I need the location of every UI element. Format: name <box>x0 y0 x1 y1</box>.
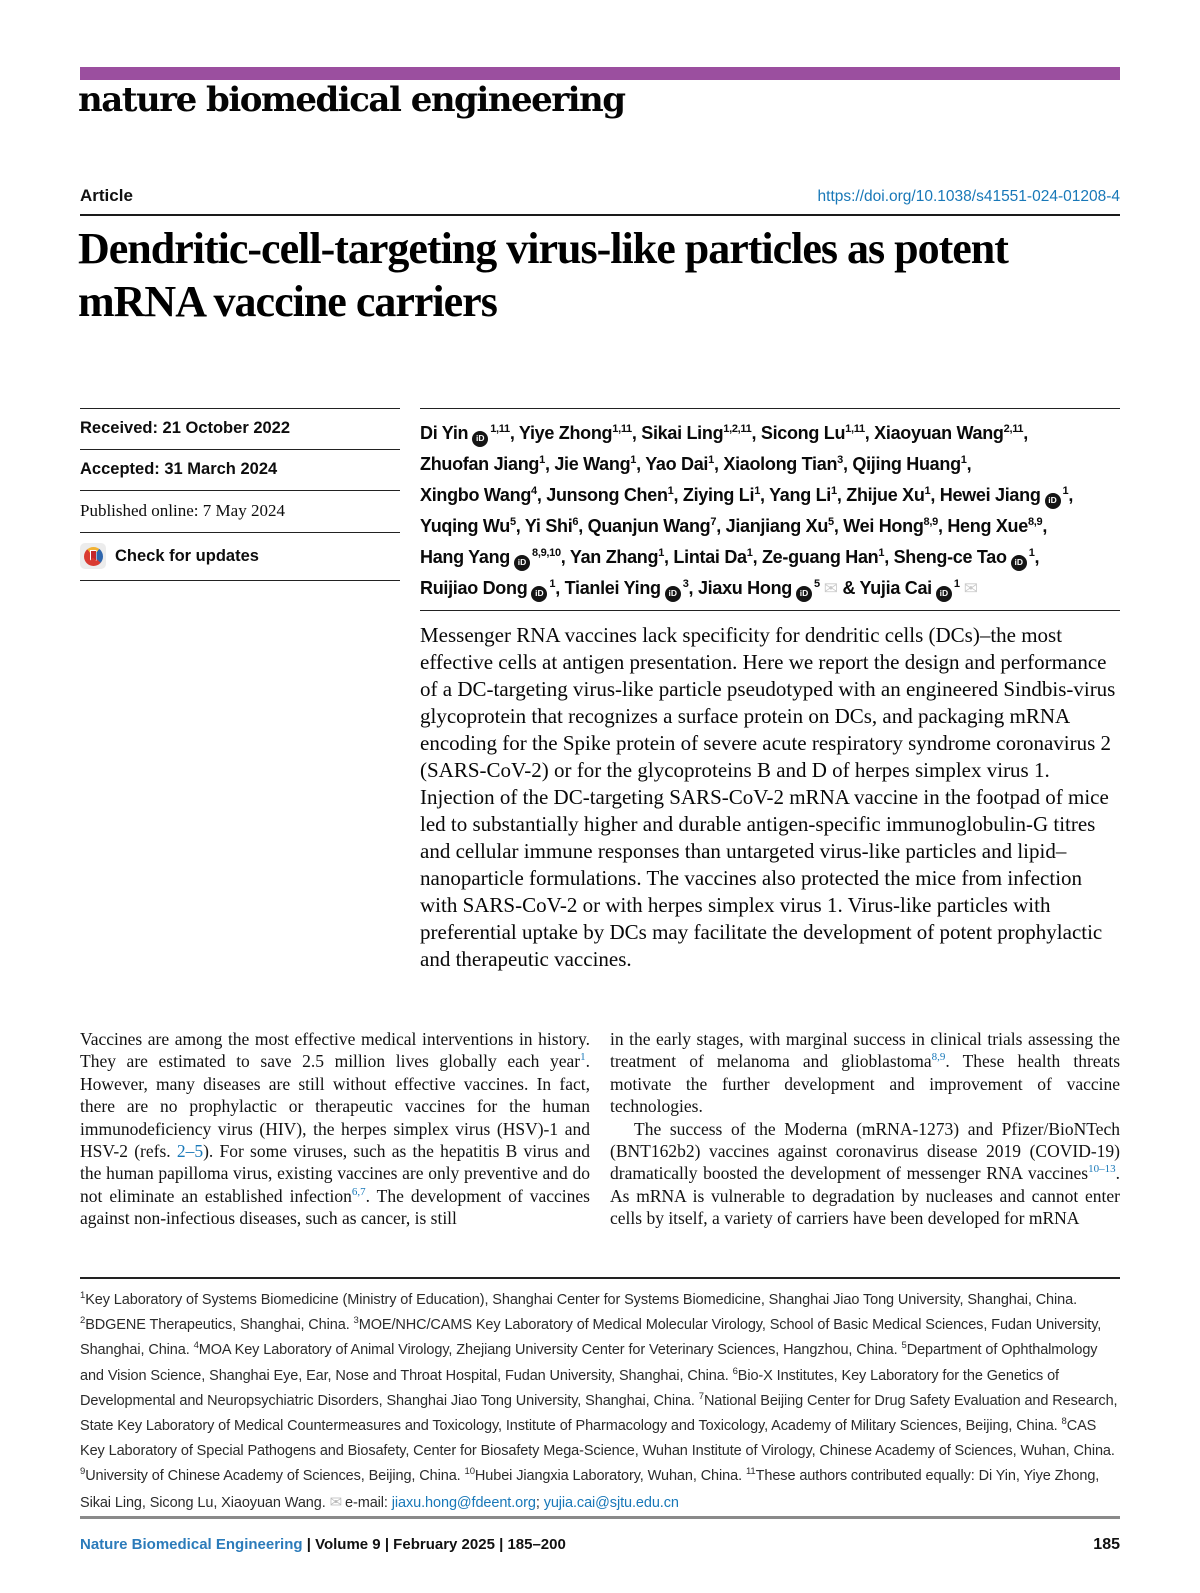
doi-link[interactable]: https://doi.org/10.1038/s41551-024-01208-4 <box>817 188 1120 205</box>
author-line: Di Yin iD$^{1,11}$, Yiye Zhong$^{1,11}$, Sikai Ling$^{1,2,11}$, Sicong Lu$^{1,11}$, Xiaoyuan Wang$^{2,11}$, <box>420 418 1120 449</box>
journal-wordmark: nature biomedical engineering <box>78 80 625 120</box>
author-line: Zhuofan Jiang$^1$, Jie Wang$^1$, Yao Dai$^1$, Xiaolong Tian$^3$, Qijing Huang$^1$, <box>420 454 972 474</box>
body-paragraph: The success of the Moderna (mRNA-1273) and Pfizer/BioNTech (BNT162b2) vaccines against coronavirus disease 2019 (COVID-19) dramatically boosted the development of messenger RNA vaccines$^{10-13}$. As mRNA is vulnerable to degradation by nucleases and cannot enter cells by itself, a variety of carriers have been developed for mRNA <box>610 1118 1120 1229</box>
email-icon[interactable]: ✉ <box>963 579 978 598</box>
crossmark-icon <box>80 543 106 569</box>
orcid-icon[interactable]: iD <box>665 586 681 602</box>
author-line: Ruijiao Dong $iD^1$, Tianlei Ying $iD^3$, Jiaxu Hong $iD^5$ ✉ & Yujia Cai $iD^1$ ✉ <box>420 573 1120 604</box>
orcid-icon[interactable]: iD <box>472 431 488 447</box>
abstract-text: Messenger RNA vaccines lack specificity for dendritic cells (DCs)–the most effective cells at antigen presentation. Here we report the design and performance of a DC-targeting virus-like particle pseudotyped with an engineered Sindbis-virus glycoprotein that recognizes a surface protein on DCs, and packaging mRNA encoding for the Spike protein of severe acute respiratory syndrome coronavirus 2 (SARS-CoV-2) or for the glycoproteins B and D of herpes simplex virus 1. Injection of the DC-targeting SARS-CoV-2 mRNA vaccine in the footpad of mice led to substantially higher and durable antigen-specific immunoglobulin-G titres and cellular immune responses than untargeted virus-like particles and lipid–nanoparticle formulations. The vaccines also protected the mice from infection with SARS-CoV-2 or with herpes simplex virus 1. Virus-like particles with preferential uptake by DCs may facilitate the development of potent prophylactic and therapeutic vaccines. <box>420 610 1120 973</box>
affiliations-footnotes: $^1$Key Laboratory of Systems Biomedicine (Ministry of Education), Shanghai Center for Systems Biomedicine, Shanghai Jiao Tong University, Shanghai, China. $^2$BDGENE Therapeutics, Shanghai, China. $^3$MOE/NHC/CAMS Key Laboratory of Medical Molecular Virology, School of Basic Medical Sciences, Fudan University, Shanghai, China. $^4$MOA Key Laboratory of Animal Virology, Zhejiang University Center for Veterinary Sciences, Hangzhou, China. $^5$Department of Ophthalmology and Vision Science, Shanghai Eye, Ear, Nose and Throat Hospital, Fudan University, Shanghai, China. $^6$Bio-X Institutes, Key Laboratory for the Genetics of Developmental and Neuropsychiatric Disorders, Shanghai Jiao Tong University, Shanghai, China. $^7$National Beijing Center for Drug Safety Evaluation and Research, State Key Laboratory of Medical Countermeasures and Toxicology, Institute of Pharmacology and Toxicology, Academy of Military Sciences, Beijing, China. $^8$CAS Key Laboratory of Special Pathogens and Biosafety, Center for Biosafety Mega-Science, Wuhan Institute of Virology, Chinese Academy of Sciences, Wuhan, China. $^9$University of Chinese Academy of Sciences, Beijing, China. $^{10}$Hubei Jiangxia Laboratory, Wuhan, China. $^{11}$These authors contributed equally: Di Yin, Yiye Zhong, Sikai Ling, Sicong Lu, Xiaoyuan Wang. ✉ e-mail: jiaxu.hong@fdeent.org; yujia.cai@sjtu.edu.cn <box>80 1290 1118 1511</box>
orcid-icon[interactable]: iD <box>514 555 530 571</box>
accepted-date: Accepted: 31 March 2024 <box>80 449 400 490</box>
header-divider <box>80 214 1120 216</box>
paper-title: Dendritic-cell-targeting virus-like particles as potent mRNA vaccine carriers <box>78 224 1008 326</box>
author-list <box>420 408 1120 604</box>
orcid-icon[interactable]: iD <box>796 586 812 602</box>
inline-link[interactable]: 2–5 <box>176 1141 204 1162</box>
footer-issue-info: | Volume 9 | February 2025 | 185–200 <box>302 1536 566 1553</box>
journal-accent-bar <box>80 67 1120 80</box>
inline-link[interactable]: jiaxu.hong@fdeent.org <box>391 1494 536 1511</box>
check-for-updates-label: Check for updates <box>115 546 259 565</box>
footer-journal-link[interactable]: Nature Biomedical Engineering <box>80 1536 303 1553</box>
received-date: Received: 21 October 2022 <box>80 408 400 449</box>
body-paragraph: in the early stages, with marginal success in clinical trials assessing the treatment of melanoma and glioblastoma$^{8,9}$. These health threats motivate the further development and improvement of vaccine technologies. <box>610 1029 1121 1117</box>
dates-sidebar <box>80 408 400 581</box>
author-line: Hang Yang iD$^{8,9,10}$, Yan Zhang$^1$, Lintai Da$^1$, Ze-guang Han$^1$, Sheng-ce Tao $iD^1$, <box>420 542 1120 573</box>
email-icon[interactable]: ✉ <box>329 1493 343 1511</box>
orcid-icon[interactable]: iD <box>531 586 547 602</box>
article-type-label: Article <box>80 186 133 205</box>
footer-divider <box>80 1516 1120 1519</box>
page-footer <box>80 1536 1120 1554</box>
page-number: 185 <box>1093 1536 1120 1553</box>
body-paragraph: Vaccines are among the most effective medical interventions in history. They are estimated to save 2.5 million lives globally each year$^1$. However, many diseases are still without effective vaccines. In fact, there are no prophylactic or therapeutic vaccines for the human immunodeficiency virus (HIV), the herpes simplex virus (HSV)-1 and HSV-2 (refs. 2–5). For some viruses, such as the hepatitis B virus and the human papilloma virus, existing vaccines are only preventive and do not eliminate an established infection$^{6,7}$. The development of vaccines against non-infectious diseases, such as cancer, is still <box>80 1029 590 1229</box>
footnote-divider <box>80 1277 1120 1279</box>
check-for-updates-button[interactable] <box>80 532 400 580</box>
orcid-icon[interactable]: iD <box>936 586 952 602</box>
orcid-icon[interactable]: iD <box>1045 493 1061 509</box>
author-line: Yuqing Wu$^5$, Yi Shi$^6$, Quanjun Wang$^7$, Jianjiang Xu$^5$, Wei Hong$^{8,9}$, Heng Xue$^{8,9}$, <box>420 516 1048 536</box>
body-column-right <box>610 1028 1120 1230</box>
inline-link[interactable]: yujia.cai@sjtu.edu.cn <box>543 1494 679 1511</box>
author-line: Xingbo Wang$^4$, Junsong Chen$^1$, Ziying Li$^1$, Yang Li$^1$, Zhijue Xu$^1$, Hewei Jiang $iD^1$, <box>420 480 1120 511</box>
email-icon[interactable]: ✉ <box>823 579 838 598</box>
published-date: Published online: 7 May 2024 <box>80 490 400 532</box>
article-header-row <box>80 186 1120 206</box>
orcid-icon[interactable]: iD <box>1011 555 1027 571</box>
body-column-left <box>80 1028 590 1230</box>
footer-citation <box>80 1536 566 1553</box>
